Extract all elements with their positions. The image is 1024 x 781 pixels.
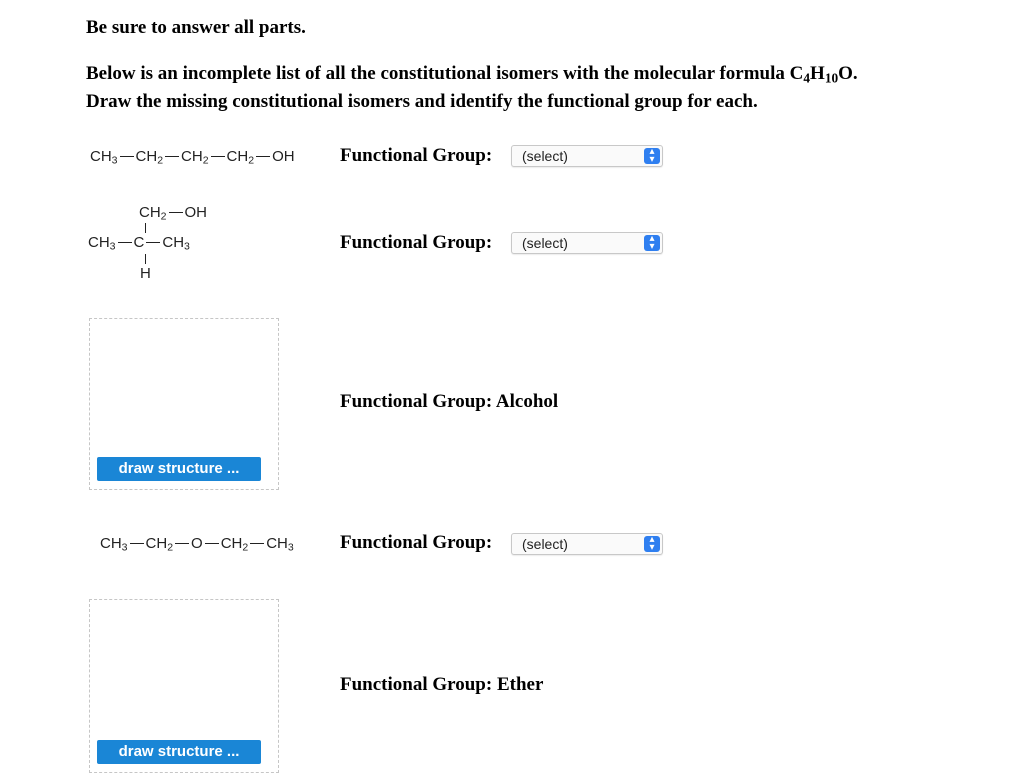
functional-group-select-1[interactable]: (select) ▴ ▾	[511, 145, 663, 167]
functional-group-alcohol: Functional Group: Alcohol	[340, 391, 559, 412]
functional-group-label-4: Functional Group:	[340, 532, 493, 553]
functional-group-ether: Functional Group: Ether	[340, 674, 544, 695]
functional-group-label-2: Functional Group:	[340, 232, 493, 253]
instruction-draw-missing: Draw the missing constitutional isomers and identify the functional group for each.	[86, 91, 758, 112]
functional-group-select-2[interactable]: (select) ▴ ▾	[511, 232, 663, 254]
instruction-isomer-list: Below is an incomplete list of all the constitutional isomers with the molecular formula $C_4H_{10}O$.	[86, 63, 858, 86]
draw-structure-button-1[interactable]: draw structure ...	[97, 457, 261, 481]
functional-group-label-1: Functional Group:	[340, 145, 493, 166]
structure-isobutanol: $CH_2$ OH $CH_3$ C $CH_3$ H	[88, 204, 208, 282]
chevron-updown-icon: ▴ ▾	[644, 235, 660, 251]
functional-group-select-4[interactable]: (select) ▴ ▾	[511, 533, 663, 555]
chevron-updown-icon: ▴ ▾	[644, 536, 660, 552]
formula-diethyl-ether: $CH_3$ $CH_2$ O $CH_2$ $CH_3$	[100, 535, 294, 554]
draw-structure-area-2[interactable]	[89, 599, 279, 773]
formula-1-butanol: $CH_3$ $CH_2$ $CH_2$ $CH_2$ OH	[90, 148, 295, 167]
draw-structure-button-2[interactable]: draw structure ...	[97, 740, 261, 764]
instruction-answer-all: Be sure to answer all parts.	[86, 17, 306, 38]
draw-structure-area-1[interactable]	[89, 318, 279, 490]
chevron-updown-icon: ▴ ▾	[644, 148, 660, 164]
